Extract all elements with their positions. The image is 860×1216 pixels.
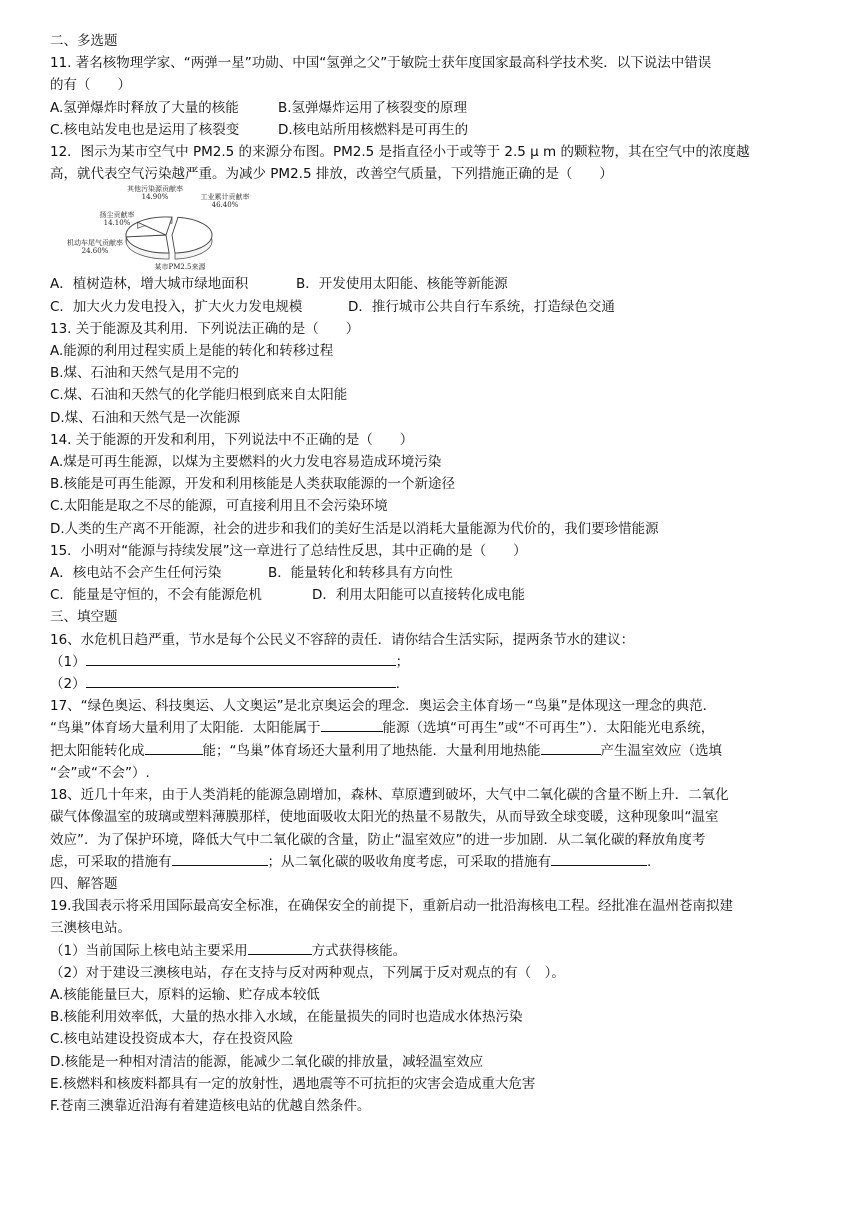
question-17	[50, 695, 818, 784]
section-heading-fill-in: 三、填空题	[50, 609, 118, 626]
question-14-stem: 14. 关于能源的开发和利用，下列说法中不正确的是（ ）	[50, 431, 414, 448]
option-d: D．推行城市公共自行车系统，打造绿色交通	[348, 298, 615, 315]
question-18-line-2: 碳气体像温室的玻璃或塑料薄膜那样，使地面吸收太阳光的热量不易散失，从而导致全球变暖，这种现象叫“温室	[50, 809, 719, 826]
option-c: C．能量是守恒的，不会有能源危机	[50, 587, 262, 604]
question-17-line-3: 把太阳能转化成 能；“鸟巢”体育场还大量利用了地热能．大量利用地热能 产生温室效应（选填	[50, 740, 818, 762]
question-17-line-1: 17、“绿色奥运、科技奥运、人文奥运”是北京奥运会的理念．奥运会主体育场－“鸟巢”是体现这一理念的典范．	[50, 698, 717, 715]
question-19	[50, 895, 818, 1117]
answer-blank[interactable]	[321, 717, 383, 732]
option-a: A．核电站不会产生任何污染	[50, 565, 222, 582]
question-16-part-1: （1） ；	[50, 651, 818, 673]
pie-label-other: 其他污染源贡献率 14.90%	[127, 185, 183, 202]
option-b: B．开发使用太阳能、核能等新能源	[296, 276, 508, 293]
option-f: F.苍南三澳靠近沿海有着建造核电站的优越自然条件。	[50, 1097, 371, 1114]
answer-blank[interactable]	[86, 673, 396, 688]
option-c: C．加大火力发电投入，扩大火力发电规模	[50, 298, 303, 315]
question-15-options-ab	[50, 562, 818, 584]
option-a: A．植树造林，增大城市绿地面积	[50, 276, 249, 293]
question-13	[50, 318, 818, 429]
question-13-stem: 13. 关于能源及其利用．下列说法正确的是（ ）	[50, 320, 360, 337]
option-c: C.核电站发电也是运用了核裂变	[50, 121, 240, 138]
question-19-part-1: （1）当前国际上核电站主要采用 方式获得核能。	[50, 940, 818, 962]
question-12-stem: 12．图示为某市空气中 PM2.5 的来源分布图。PM2.5 是指直径小于或等于 2.5 μ m 的颗粒物，其在空气中的浓度越	[50, 144, 750, 161]
question-11	[50, 52, 818, 141]
question-12	[50, 141, 818, 318]
pie-label-industry: 工业累计贡献率 46.40%	[200, 193, 250, 210]
question-16-part-2: （2） .	[50, 673, 818, 695]
question-19-line-1: 19.我国表示将采用国际最高安全标准，在确保安全的前提下，重新启动一批沿海核电工程。经批准在温州苍南拟建	[50, 898, 733, 915]
question-18	[50, 784, 818, 873]
option-d: D.人类的生产离不开能源，社会的进步和我们的美好生活是以消耗大量能源为代价的，我们要珍惜能源	[50, 520, 659, 537]
question-15-options-cd	[50, 584, 818, 606]
question-16	[50, 629, 818, 696]
question-18-line-4: 虑，可采取的措施有 ；从二氧化碳的吸收角度考虑，可采取的措施有 .	[50, 851, 818, 873]
question-16-stem: 16、水危机日趋严重，节水是每个公民义不容辞的责任．请你结合生活实际，提两条节水的建议：	[50, 631, 635, 648]
question-19-part-2: （2）对于建设三澳核电站，存在支持与反对两种观点，下列属于反对观点的有（ ）。	[50, 964, 565, 981]
pm25-pie-chart	[54, 185, 250, 273]
question-12-options-cd	[50, 296, 818, 318]
option-b: B.氢弹爆炸运用了核裂变的原理	[278, 99, 468, 116]
option-d: D.核电站所用核燃料是可再生的	[278, 121, 469, 138]
worksheet-page	[50, 30, 818, 1117]
option-b: B.核能利用效率低，大量的热水排入水域，在能量损失的同时也造成水体热污染	[50, 1009, 523, 1026]
option-b: B.核能是可再生能源，开发和利用核能是人类获取能源的一个新途径	[50, 476, 456, 493]
question-15	[50, 540, 818, 607]
option-a: A.氢弹爆炸时释放了大量的核能	[50, 99, 239, 116]
question-11-stem-cont: 的有（ ）	[50, 77, 131, 94]
option-d: D.核能是一种相对清洁的能源，能减少二氧化碳的排放量，减轻温室效应	[50, 1053, 484, 1070]
option-a: A.核能能量巨大，原料的运输、贮存成本较低	[50, 986, 320, 1003]
question-17-line-4: “会”或“不会”）.	[50, 764, 150, 781]
question-18-line-1: 18、近几十年来，由于人类消耗的能源急剧增加，森林、草原遭到破坏，大气中二氧化碳的含量不断上升．二氧化	[50, 787, 729, 804]
pie-label-vehicle: 机动车尾气贡献率 24.60%	[67, 239, 123, 256]
option-c: C.煤、石油和天然气的化学能归根到底来自太阳能	[50, 387, 348, 404]
question-15-stem: 15．小明对“能源与持续发展”这一章进行了总结性反思，其中正确的是（ ）	[50, 542, 527, 559]
question-18-line-3: 效应”．为了保护环境，降低大气中二氧化碳的含量，防止“温室效应”的进一步加剧．从二氧化碳的释放角度考	[50, 831, 706, 848]
option-c: C.核电站建设投资成本大，存在投资风险	[50, 1031, 294, 1048]
answer-blank[interactable]	[145, 740, 203, 755]
section-heading-multiple-choice: 二、多选题	[50, 33, 118, 49]
question-14	[50, 429, 818, 540]
pie-chart-title: 某市PM2.5来源	[154, 263, 206, 272]
answer-blank[interactable]	[248, 940, 312, 955]
pie-label-dust: 扬尘贡献率 14.10%	[99, 211, 135, 228]
option-d: D．利用太阳能可以直接转化成电能	[312, 587, 525, 604]
question-12-options-ab	[50, 273, 818, 295]
question-11-options-ab	[50, 97, 818, 119]
question-11-stem: 11. 著名核物理学家、“两弹一星”功勋、中国“氢弹之父”于敏院士获年度国家最高科学技术奖．以下说法中错误	[50, 55, 712, 72]
option-e: E.核燃料和核废料都具有一定的放射性，遇地震等不可抗拒的灾害会造成重大危害	[50, 1075, 536, 1092]
question-12-stem-cont: 高，就代表空气污染越严重。为减少 PM2.5 排放，改善空气质量，下列措施正确的是（ ）	[50, 166, 613, 183]
option-b: B.煤、石油和天然气是用不完的	[50, 365, 240, 382]
option-c: C.太阳能是取之不尽的能源，可直接利用且不会污染环境	[50, 498, 388, 515]
option-a: A.煤是可再生能源，以煤为主要燃料的火力发电容易造成环境污染	[50, 454, 442, 471]
option-d: D.煤、石油和天然气是一次能源	[50, 409, 241, 426]
question-11-options-cd	[50, 119, 818, 141]
option-b: B．能量转化和转移具有方向性	[268, 565, 453, 582]
answer-blank[interactable]	[172, 851, 268, 866]
section-heading-answer: 四、解答题	[50, 875, 118, 892]
answer-blank[interactable]	[86, 651, 396, 666]
question-19-line-2: 三澳核电站。	[50, 920, 131, 937]
option-a: A.能源的利用过程实质上是能的转化和转移过程	[50, 343, 334, 360]
question-17-line-2: “鸟巢”体育场大量利用了太阳能．太阳能属于 能源（选填“可再生”或“不可再生”）．太阳能光电系统，	[50, 717, 818, 739]
answer-blank[interactable]	[551, 851, 647, 866]
answer-blank[interactable]	[541, 740, 601, 755]
